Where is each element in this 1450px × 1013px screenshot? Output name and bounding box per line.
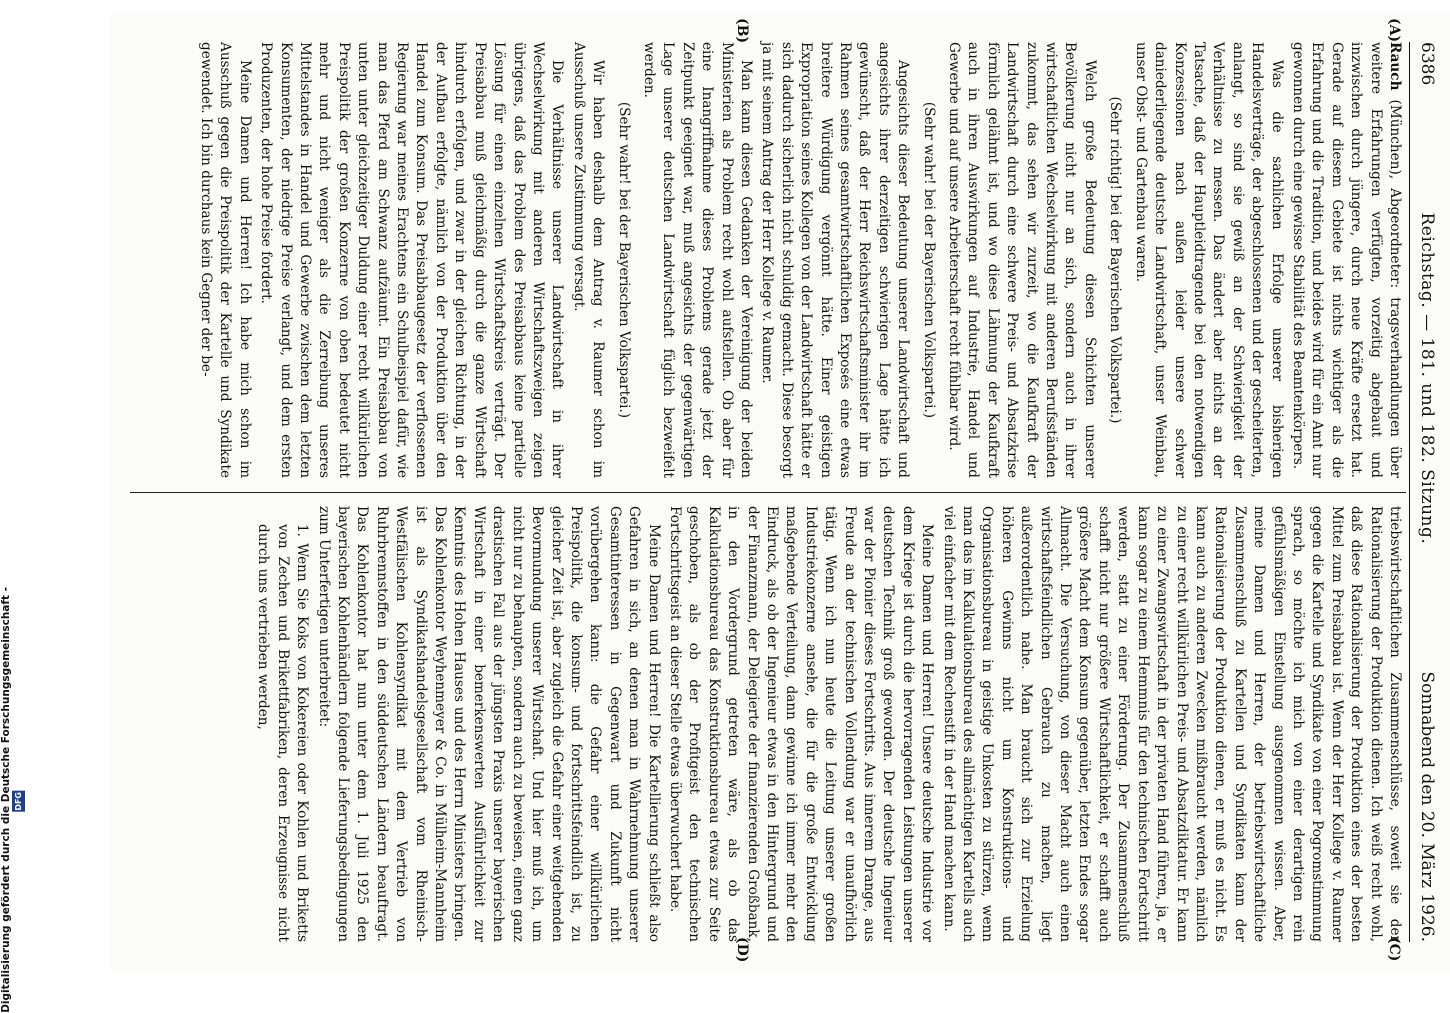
paragraph-text: (München), Abgeordneter: tragsverhandlungen über weitere Erfahrungen verfügten, vorzeitig abgebaut und inzwischen durch jüngere, durch neue Kräfte ersetzt hat. Gerade auf diesem Gebiete ist nichts wichtiger als die Erfahrung und die Tradition, und beides wird für ein Amt nur gewonnen durch eine gewisse Stabilität des Beamtenkörpers. bbox=[1289, 42, 1403, 478]
margin-mark-d: (D) bbox=[734, 937, 750, 963]
margin-mark-a: (A) bbox=[1386, 18, 1402, 43]
interjection-remark: (Sehr richtig! bei der Bayerischen Volkspartei.) bbox=[1107, 96, 1124, 424]
paragraph: Angesichts dieser Bedeutung unserer Landwirtschaft und angesichts ihrer derzeitigen schwierigen Lage hätte ich gewünscht, daß der Herr Reichswirtschaftsminister ihr im Rahmen seines gesamtwirtschaftlichen Exposés eine etwas breitere Würdigung vergönnt hätte. Einer geistigen Expropriation seines Kollegen von der Landwirtschaft hätte er sich dadurch sicherlich nicht schuldig gemacht. Diese besorgt ja mit seinem Antrag der Herr Kollege v. Raumer. bbox=[759, 42, 912, 478]
right-column bbox=[130, 506, 1404, 942]
paragraph: Meine Damen und Herren! Ich habe mich schon im Ausschuß gegen die Preispolitik der Kartelle und Syndikate gewendet. Ich bin durchaus kein Gegner der be- bbox=[198, 42, 253, 478]
interjection-remark: (Sehr wahr! bei der Bayerischen Volkspartei.) bbox=[615, 101, 632, 419]
column-divider bbox=[130, 492, 1406, 493]
paragraph: Wir haben deshalb dem Antrag v. Raumer schon im Ausschuß unsere Zustimmung versagt. bbox=[570, 42, 607, 478]
speaker-name: Rauch bbox=[1387, 42, 1403, 91]
paragraph: Die Verhältnisse unserer Landwirtschaft in ihrer Wechselwirkung mit anderen Wirtschaftszweigen zeigen übrigens, daß das Problem des Preisabbaus keine partielle Lösung für einen einzelnen Wirtschaftskreis verträgt. Der Preisabbau muß gleichmäßig durch die ganze Wirtschaft hindurch erfolgen, und zwar in der gleichen Richtung, in der der Aufbau erfolgte, nämlich von der Produktion über den Handel zum Konsum. Das Preisabbaugesetz der verflossenen Regierung war meines Erachtens ein Schulbeispiel dafür, wie man das Pferd am Schwanz aufzäumt. Ein Preisabbau von unten unter gleichzeitiger Duldung einer recht willkürlichen Preispolitik der großen Konzerne von oben bedeutet nicht mehr und nicht weniger als die Zerreibung unseres Mittelstandes in Handel und Gewerbe zwischen dem letzten Konsumenten, der niedrige Preise verlangt, und dem ersten Produzenten, der hohe Preise fordert. bbox=[258, 42, 566, 478]
paragraph: triebswirtschaftlichen Zusammenschlüsse, soweit sie der Rationalisierung der Produktion dienen. Ich weiß recht wohl, daß diese Rationalisierung der Produktion eines der besten Mittel zum Preisabbau ist. Wenn der Herr Kollege v. Raumer gegen die Kartelle und Syndikate von einer Pogromstimmung sprach, so möchte ich mich von einer derartigen rein gefühlsmäßigen Einstellung ausgenommen wissen. Aber, meine Damen und Herren, der betriebswirtschaftliche Zusammenschluß zu Kartellen und Syndikaten kann der Rationalisierung der Produktion dienen, er muß es nicht. Es kann auch zu anderen Zwecken mißbraucht werden, nämlich zu einer recht willkürlichen Preis- und Absatzdiktatur. Er kann zu einer Zwangswirtschaft in der privaten Hand führen, ja, er kann sogar zu einem Hemmnis für den technischen Fortschritt werden, statt zu einer Förderung. Der Zusammenschluß schafft nicht nur größere Wirtschaftlichkeit, er schafft auch größere Macht dem Konsum gegenüber, letzten Endes sogar Allmacht. Die Versuchung, von dieser Macht auch einen wirtschaftsfeindlichen Gebrauch zu machen, liegt außerordentlich nahe. Man braucht sich zur Erzielung höheren Gewinns nicht um Konstruktions- und Organisationsbureau in geistige Unkosten zu stürzen, wenn man das im Kalkulationsbureau des allmächtigen Kartells auch viel einfacher mit dem Rechenstift in der Hand machen kann. bbox=[940, 506, 1403, 943]
digitization-credit bbox=[0, 587, 23, 1013]
document-page bbox=[110, 12, 1450, 972]
margin-mark-b: (B) bbox=[734, 18, 750, 44]
paragraph: Welch große Bedeutung diesen Schichten unserer Bevölkerung nicht nur an sich, sondern auch in ihrer wirtschaftlichen Wechselwirkung mit anderen Berufsständen zukommt, das sehen wir zurzeit, wo die Kaufkraft der Landwirtschaft durch eine schwere Preis- und Absatzkrise förmlich gelähmt ist, und wo diese Lähmung der Kaufkraft auch in ihren Auswirkungen auf Industrie, Handel und Gewerbe und auf unsere Arbeiterschaft recht fühlbar wird. bbox=[946, 42, 1098, 478]
paragraph: Meine Damen und Herren! Die Kartellierung schließt also Gefahren in sich, an denen man in Wahrnehmung unserer Gesamtinteressen in Gegenwart und Zukunft nicht vorübergehen kann: die Gefahr einer willkürlichen Preispolitik, die konsum- und fortschrittsfeindlich ist, zu gleicher Zeit ist, aber zugleich die Gefahr einer weitgehenden Bevormundung unserer Wirtschaft. Und hier muß ich, um nicht nur zu behaupten, sondern auch zu beweisen, einen ganz drastischen Fall aus der jüngsten Praxis unserer bayerischen Wirtschaft in einer bemerkenswerten Ausführlichkeit zur Kenntnis des Hohen Hauses und des Herrn Ministers bringen. Das Kohlenkontor Weyhenmeyer & Co. in Mülheim-Mannheim ist als Syndikatshandelsgesellschaft vom Rheinisch-Westfälischen Kohlensyndikat mit dem Vertrieb von Ruhrbrennstoffen in den süddeutschen Ländern beauftragt. Das Kohlenkontor hat nun unter dem 1. Juli 1925 den bayerischen Kohlenhändlern folgende Lieferungsbedingungen zum Unterfertigen unterbreitet: bbox=[315, 506, 662, 942]
page-date: Sonnabend den 20. März 1926. bbox=[1417, 671, 1437, 942]
dfg-logo: DFG bbox=[13, 792, 23, 811]
paragraph: Meine Damen und Herren! Unsere deutsche Industrie vor dem Kriege ist durch die hervorragenden Leistungen unserer deutschen Technik groß geworden. Der deutsche Ingenieur war der Pionier dieses Fortschritts. Aus innerem Drange, aus Freude an der technischen Vollendung war er unaufhörlich tätig. Wenn ich nun heute die Leitung unserer großen Industriekonzerne ansehe, die für die große Entwicklung maßgebende Verteilung, dann gewinne ich immer mehr den Eindruck, als ob der Ingenieur etwas in den Hintergrund und der Finanzmann, der Delegierte der finanzierenden Großbank, in den Vordergrund getreten wäre, als ob das Kalkulationsbureau das Konstruktionsbureau etwas zur Seite geschoben, als ob der Profitgeist den technischen Fortschrittsgeist an dieser Stelle etwas überwuchert habe. bbox=[666, 506, 936, 942]
speaker-paragraph bbox=[1288, 42, 1404, 478]
list-item: 1. Wenn Sie Koks von Kokereien oder Kohlen und Briketts von Zechen und Brikettfabriken, deren Erzeugnisse nicht durch uns vertrieben werden, bbox=[255, 524, 311, 942]
credit-text: Digitalisierung gefördert durch die Deutsche Forschungsgemeinschaft - bbox=[0, 587, 12, 1013]
page-number: 6386 bbox=[1417, 42, 1437, 86]
paragraph: Was die sachlichen Erfolge unserer bisherigen Handelsverträge, der abgeschlossenen und der gescheiterten, anlangt, so sind sie gewiß an der Schwierigkeit der Verhältnisse zu messen. Das ändert aber nichts an der Tatsache, daß der Hauptleidtragende bei den notwendigen Konzessionen nach außen leider unsere schwer daniederliegende deutsche Landwirtschaft, unser Weinbau, unser Obst- und Gartenbau waren. bbox=[1132, 42, 1285, 478]
left-column bbox=[130, 42, 1404, 478]
interjection-remark: (Sehr wahr! bei der Bayerischen Volkspartei.) bbox=[920, 101, 937, 419]
paragraph: Man kann diesen Gedanken der Vereinigung der beiden Ministerien als Problem recht wohl aufstellen. Ob aber für eine Inangriffnahme dieses Problems gerade jetzt der Zeitpunkt geeignet war, muß angesichts der gegenwärtigen Lage unserer deutschen Landwirtschaft füglich bezweifelt werden. bbox=[640, 42, 754, 478]
margin-mark-c: (C) bbox=[1386, 937, 1402, 962]
page-header bbox=[1409, 42, 1440, 942]
page-title: Reichstag. — 181. und 182. Sitzung. bbox=[1417, 212, 1437, 545]
